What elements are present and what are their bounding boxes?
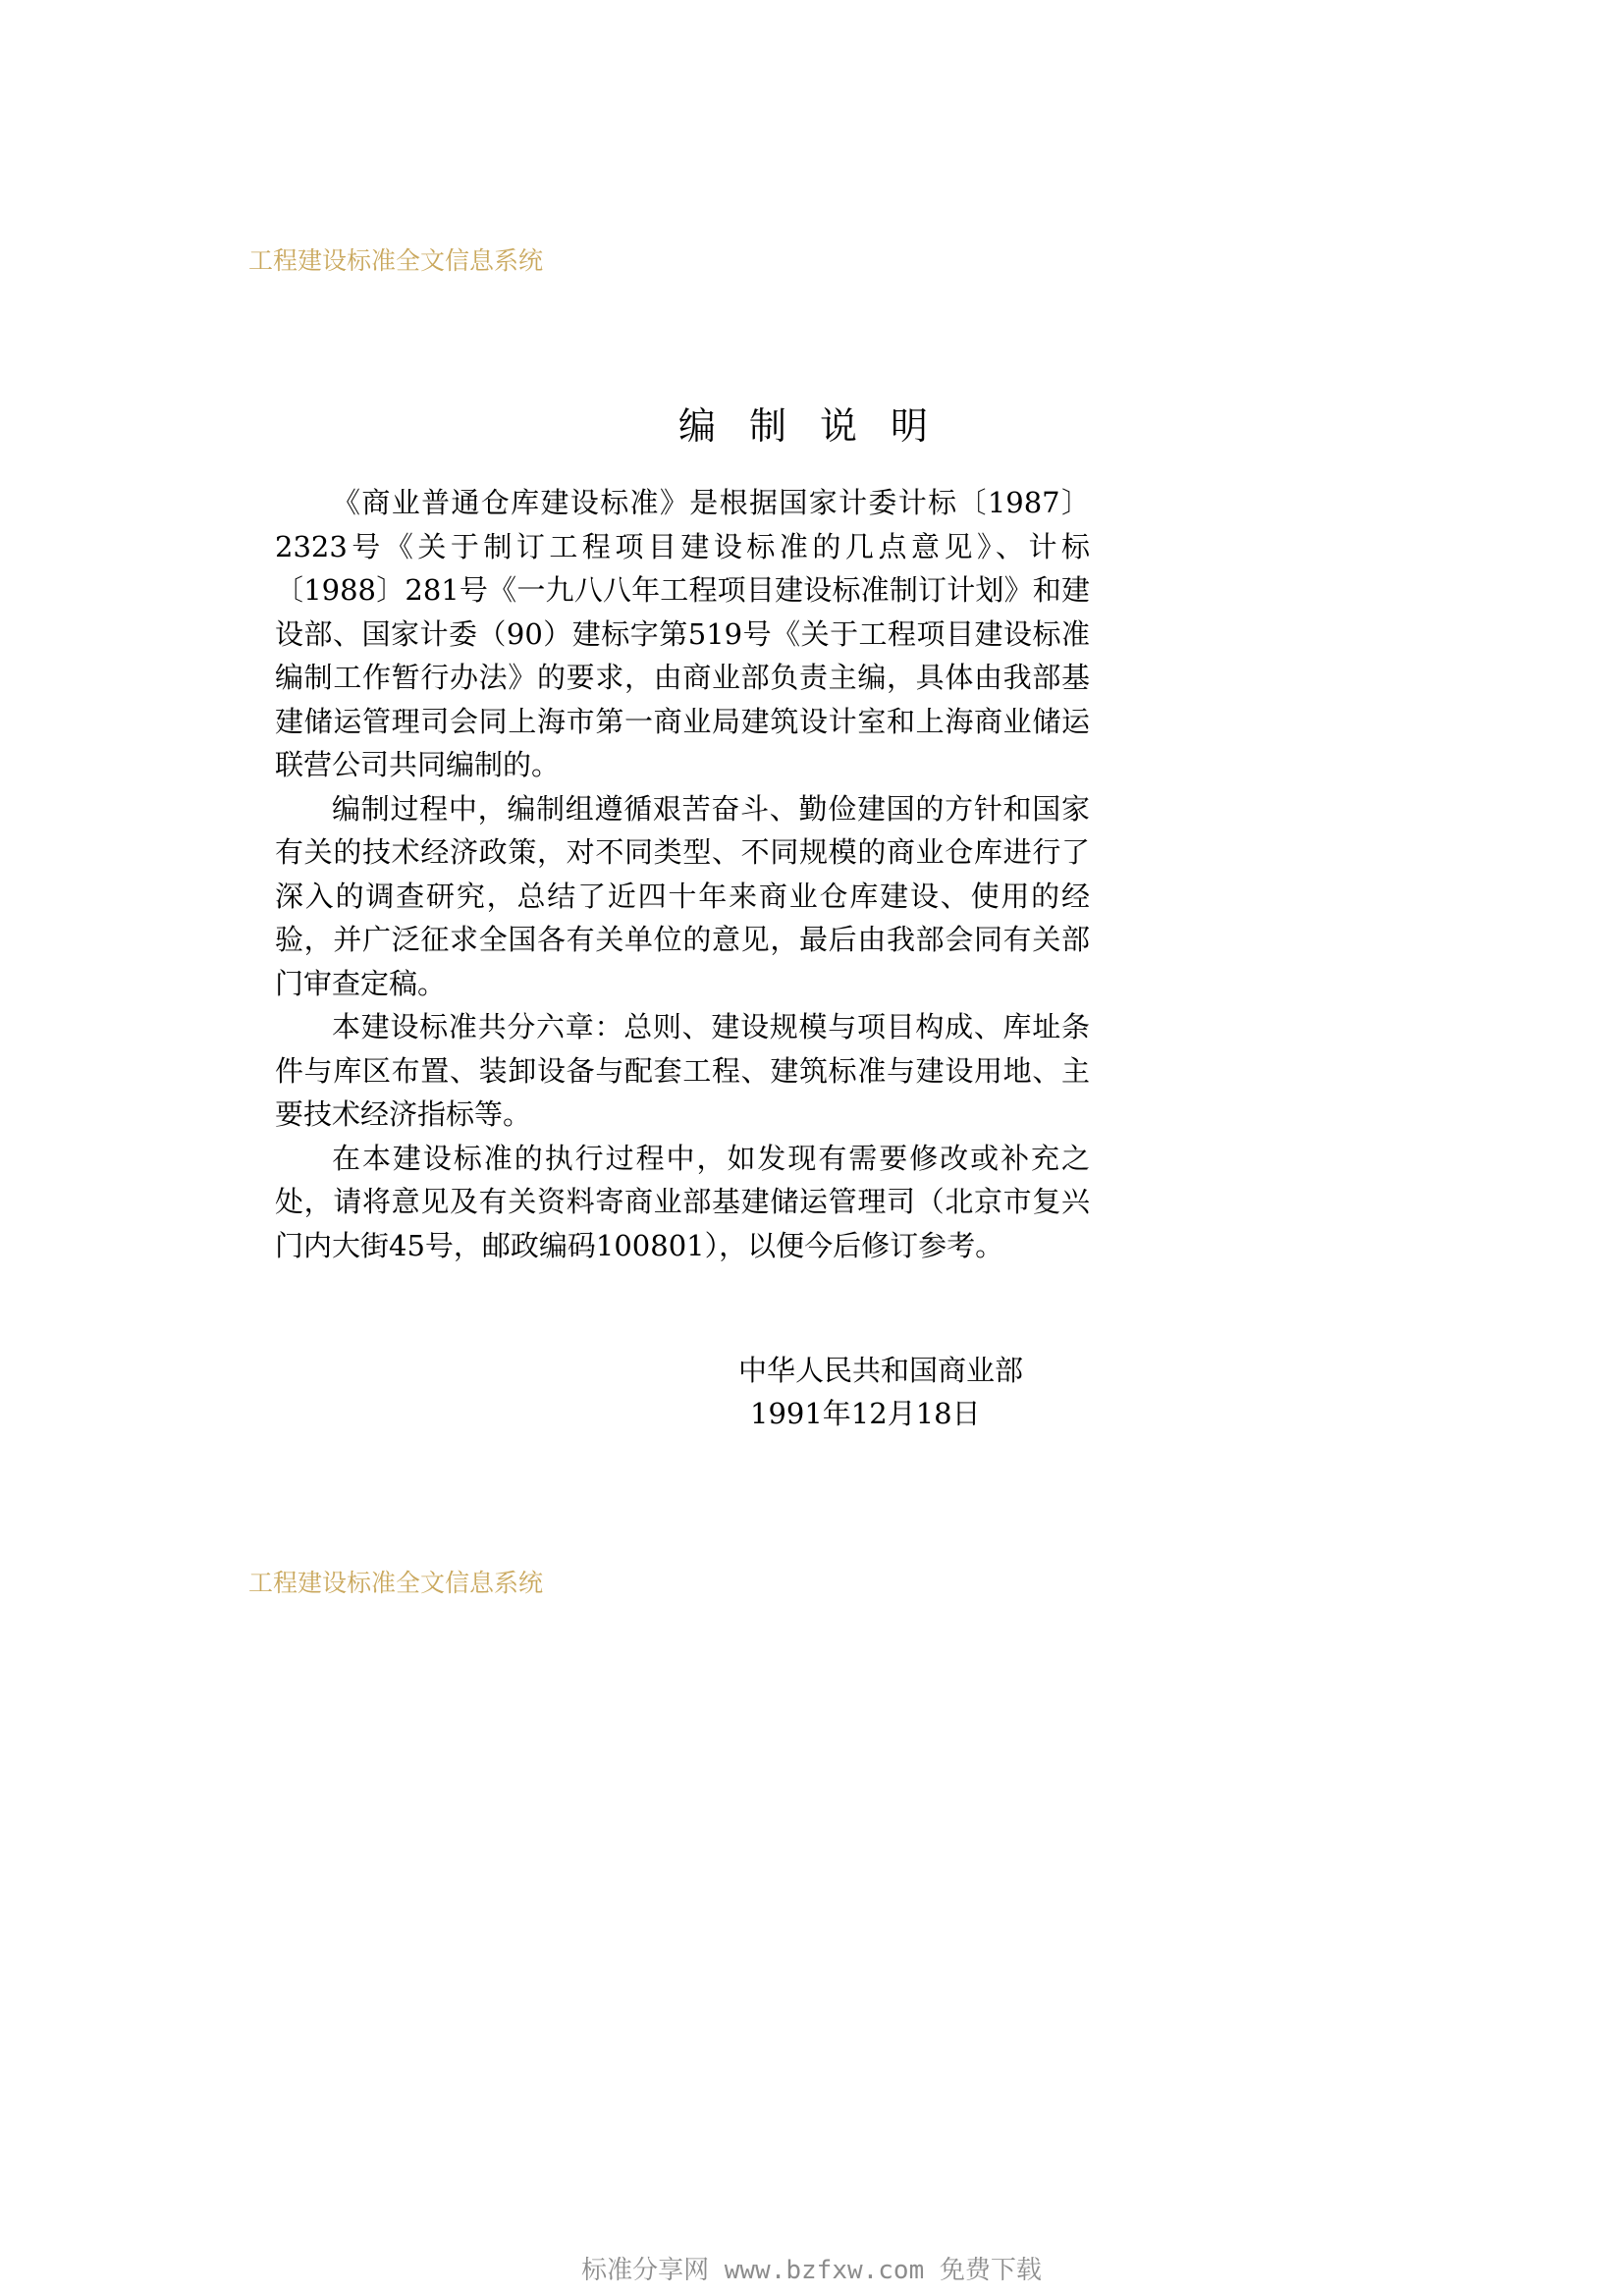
watermark-bottom: 工程建设标准全文信息系统 bbox=[248, 1569, 544, 1597]
page-title: 编制说明 bbox=[677, 404, 961, 448]
signature-organization: 中华人民共和国商业部 bbox=[738, 1354, 1024, 1387]
paragraph-3: 本建设标准共分六章：总则、建设规模与项目构成、库址条件与库区布置、装卸设备与配套工程、建筑标准与建设用地、主要技术经济指标等。 bbox=[275, 1010, 1090, 1131]
footer-download-notice: 标准分享网 www.bzfxw.com 免费下载 bbox=[581, 2256, 1042, 2285]
paragraph-1: 《商业普通仓库建设标准》是根据国家计委计标〔1987〕2323号《关于制订工程项目建设标准的几点意见》、计标〔1988〕281号《一九八八年工程项目建设标准制订计划》和建设部、国家计委（90）建标字第519号《关于工程项目建设标准编制工作暂行办法》的要求，由商业部负责主编，具体由我部基建储运管理司会同上海市第一商业局建筑设计室和上海商业储运联营公司共同编制的。 bbox=[275, 486, 1090, 781]
signature-block bbox=[738, 1349, 1023, 1435]
paragraph-2: 编制过程中，编制组遵循艰苦奋斗、勤俭建国的方针和国家有关的技术经济政策，对不同类型、不同规模的商业仓库进行了深入的调查研究，总结了近四十年来商业仓库建设、使用的经验，并广泛征求全国各有关单位的意见，最后由我部会同有关部门审查定稿。 bbox=[275, 791, 1090, 1000]
paragraph-4: 在本建设标准的执行过程中，如发现有需要修改或补充之处，请将意见及有关资料寄商业部基建储运管理司（北京市复兴门内大街45号，邮政编码100801），以便今后修订参考。 bbox=[275, 1141, 1090, 1262]
watermark-top: 工程建设标准全文信息系统 bbox=[248, 246, 544, 275]
body-text bbox=[275, 481, 1090, 1267]
signature-date: 1991年12月18日 bbox=[750, 1397, 981, 1430]
